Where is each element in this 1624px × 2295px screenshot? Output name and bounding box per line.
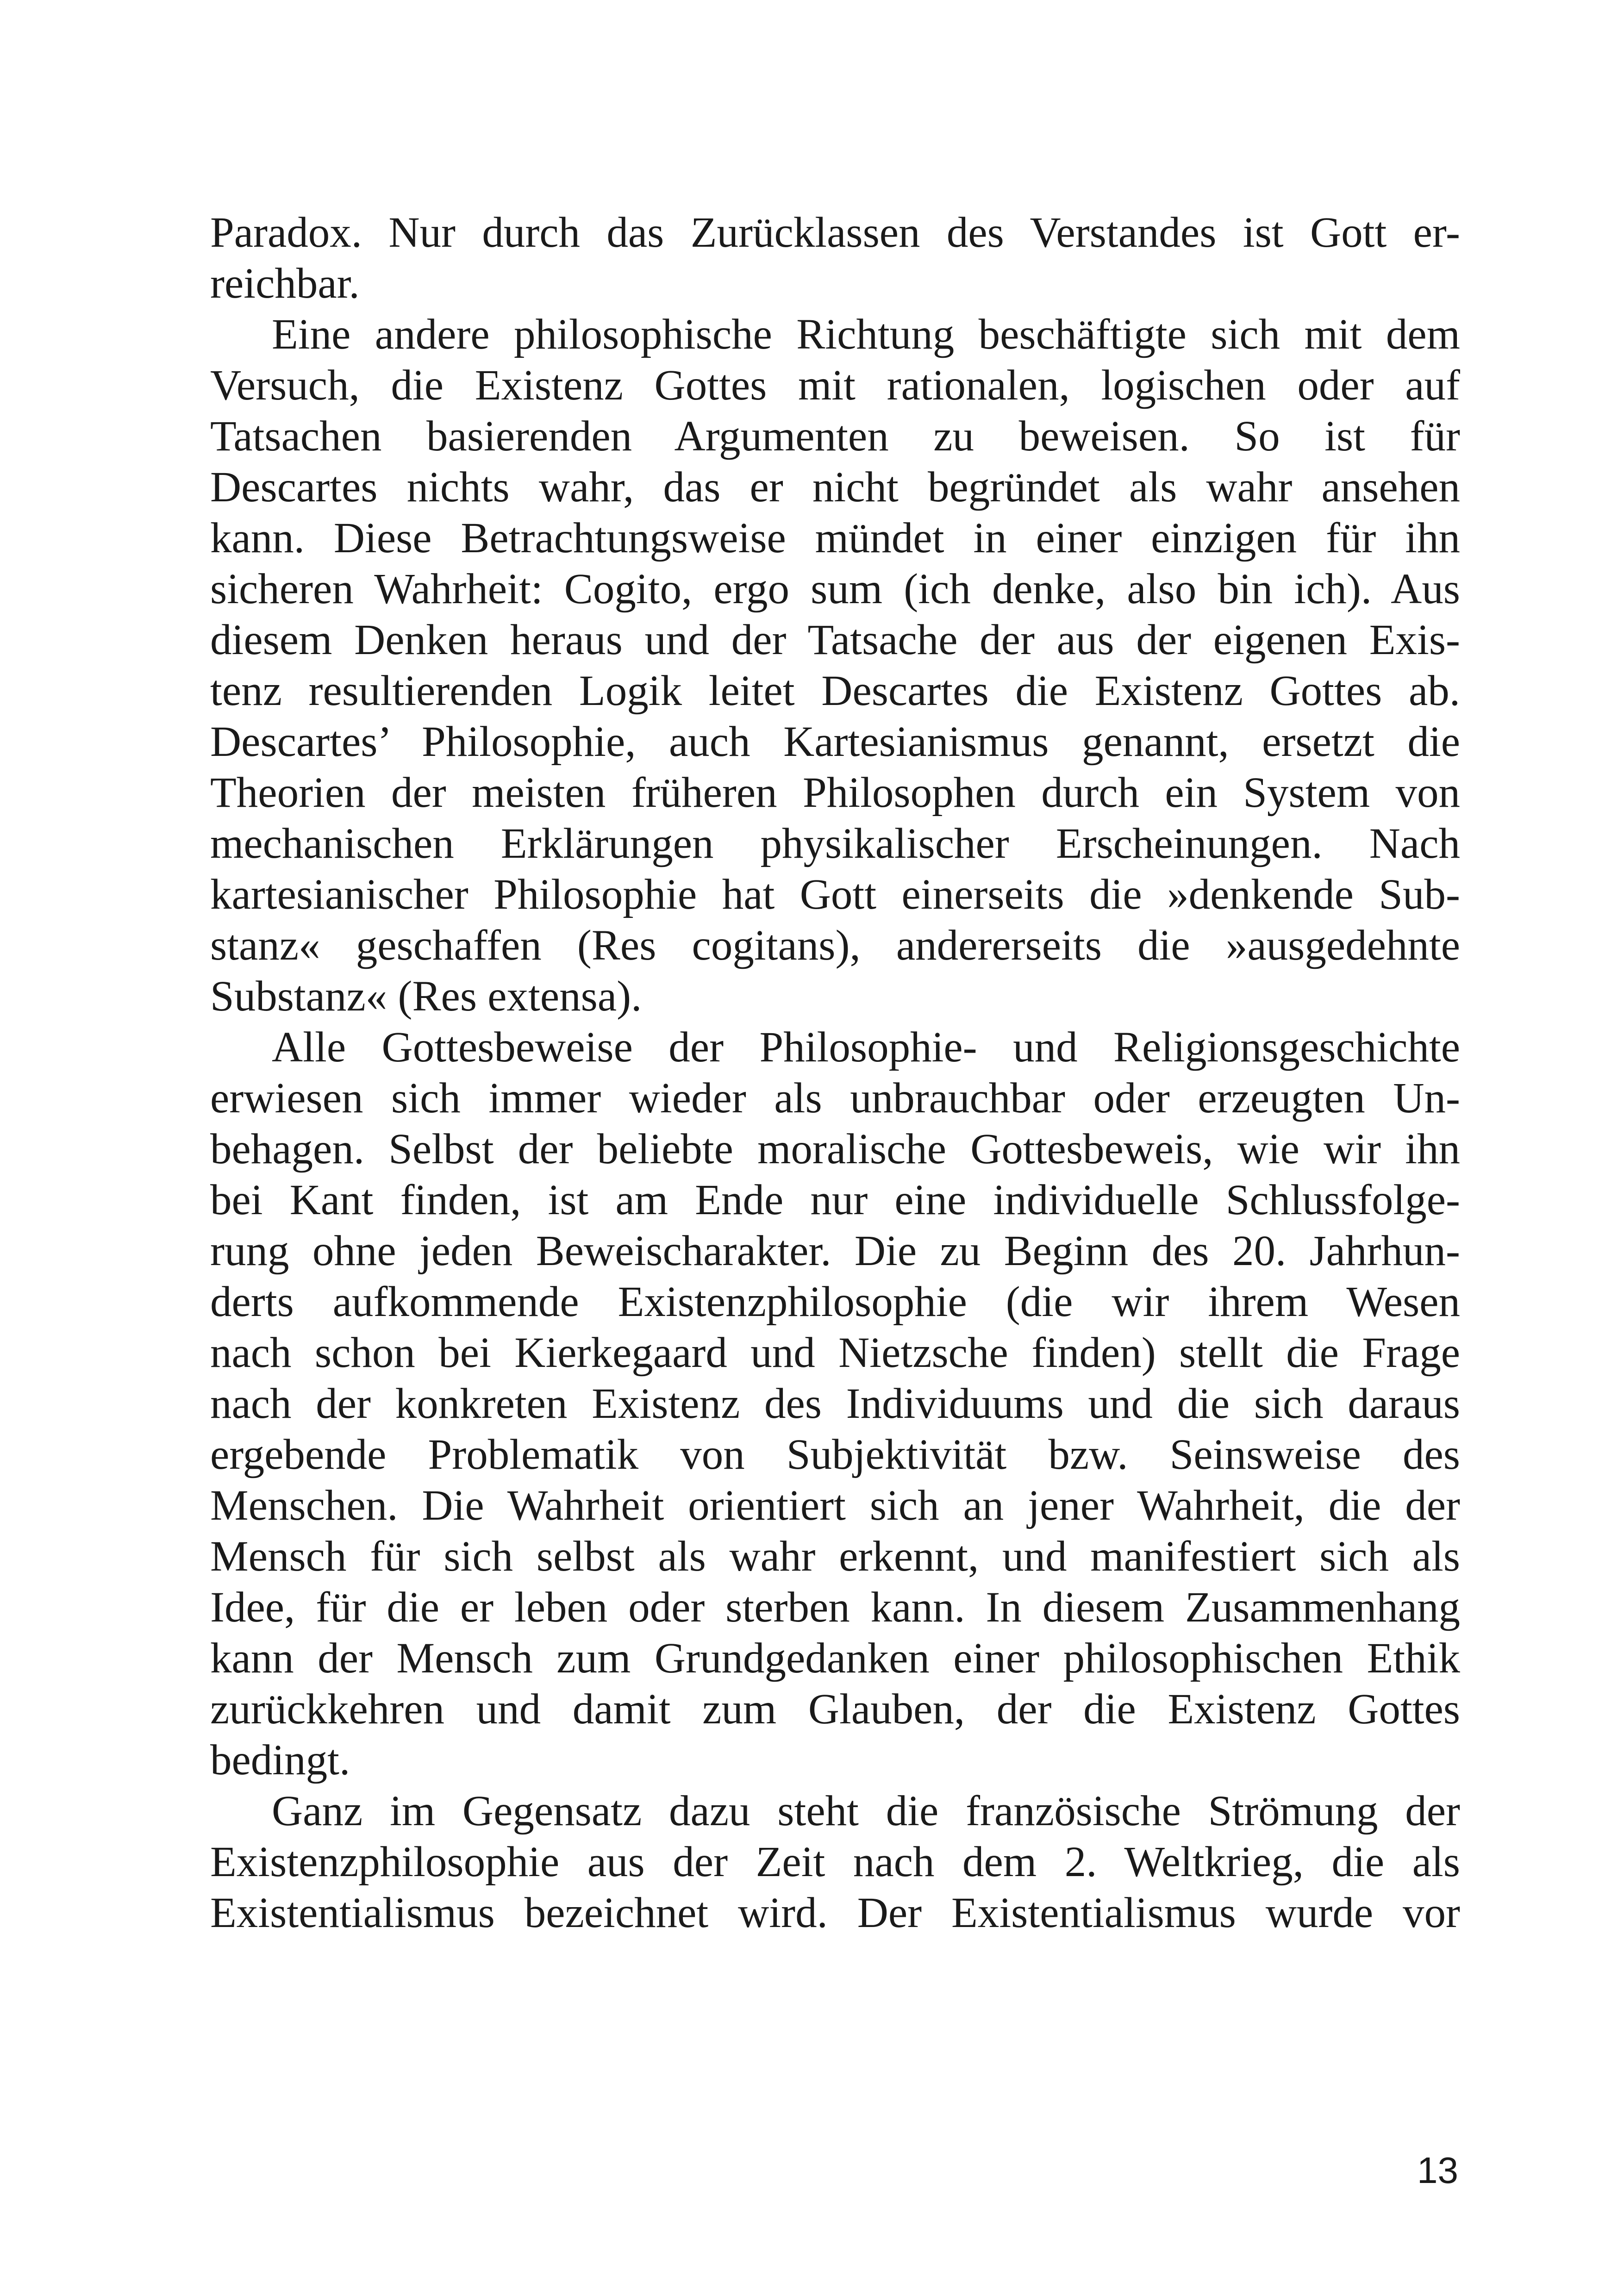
text-line: Paradox. Nur durch das Zurücklassen des Verstandes ist Gott er- <box>210 209 1460 256</box>
text-line: nach schon bei Kierkegaard und Nietzsche finden) stellt die Frage <box>210 1329 1460 1377</box>
text-line: ergebende Problematik von Subjektivität bzw. Seinsweise des <box>210 1431 1460 1478</box>
text-line: mechanischen Erklärungen physikalischer Erscheinungen. Nach <box>210 820 1460 867</box>
text-line: reichbar. <box>210 260 360 307</box>
text-line: bei Kant finden, ist am Ende nur eine individuelle Schlussfolge- <box>210 1176 1460 1224</box>
paragraph <box>210 207 1460 309</box>
text-line: nach der konkreten Existenz des Individuums und die sich daraus <box>210 1380 1460 1428</box>
text-line: derts aufkommende Existenzphilosophie (die wir ihrem Wesen <box>210 1278 1460 1326</box>
text-line: kann der Mensch zum Grundgedanken einer philosophischen Ethik <box>210 1634 1460 1682</box>
text-line: Existentialismus bezeichnet wird. Der Existentialismus wurde vor <box>210 1889 1460 1937</box>
text-line: sicheren Wahrheit: Cogito, ergo sum (ich denke, also bin ich). Aus <box>210 565 1460 613</box>
text-line: Existenzphilosophie aus der Zeit nach dem 2. Weltkrieg, die als <box>210 1838 1460 1886</box>
text-line: tenz resultierenden Logik leitet Descartes die Existenz Gottes ab. <box>210 667 1460 715</box>
text-line: stanz« geschaffen (Res cogitans), andererseits die »ausgedehnte <box>210 922 1460 969</box>
text-line: behagen. Selbst der beliebte moralische Gottesbeweis, wie wir ihn <box>210 1125 1460 1173</box>
text-line: zurückkehren und damit zum Glauben, der die Existenz Gottes <box>210 1685 1460 1733</box>
text-line: erwiesen sich immer wieder als unbrauchbar oder erzeugten Un- <box>210 1074 1460 1122</box>
text-line: Descartes nichts wahr, das er nicht begründet als wahr ansehen <box>210 463 1460 511</box>
text-line: Theorien der meisten früheren Philosophen durch ein System von <box>210 769 1460 817</box>
page-number: 13 <box>1417 2150 1458 2191</box>
text-line: Menschen. Die Wahrheit orientiert sich an jener Wahrheit, die der <box>210 1482 1460 1529</box>
paragraph <box>210 309 1460 1022</box>
text-line: Eine andere philosophische Richtung beschäftigte sich mit dem <box>272 311 1460 358</box>
text-line: Tatsachen basierenden Argumenten zu beweisen. So ist für <box>210 412 1460 460</box>
text-line: rung ohne jeden Beweischarakter. Die zu Beginn des 20. Jahrhun- <box>210 1227 1460 1275</box>
paragraph <box>210 1786 1460 1939</box>
body-text <box>210 207 1460 1939</box>
text-line: Ganz im Gegensatz dazu steht die französische Strömung der <box>272 1787 1460 1835</box>
text-line: Versuch, die Existenz Gottes mit rationalen, logischen oder auf <box>210 362 1460 409</box>
text-line: Descartes’ Philosophie, auch Kartesianismus genannt, ersetzt die <box>210 718 1460 766</box>
paragraph <box>210 1022 1460 1786</box>
text-line: diesem Denken heraus und der Tatsache der aus der eigenen Exis- <box>210 616 1460 664</box>
text-line: Mensch für sich selbst als wahr erkennt, und manifestiert sich als <box>210 1533 1460 1580</box>
text-line: Idee, für die er leben oder sterben kann. In diesem Zusammenhang <box>210 1584 1460 1631</box>
text-line: kann. Diese Betrachtungsweise mündet in einer einzigen für ihn <box>210 514 1460 562</box>
text-line: Substanz« (Res extensa). <box>210 973 642 1020</box>
text-line: kartesianischer Philosophie hat Gott einerseits die »denkende Sub- <box>210 871 1460 918</box>
text-line: Alle Gottesbeweise der Philosophie- und Religionsgeschichte <box>272 1023 1460 1071</box>
text-line: bedingt. <box>210 1736 350 1784</box>
